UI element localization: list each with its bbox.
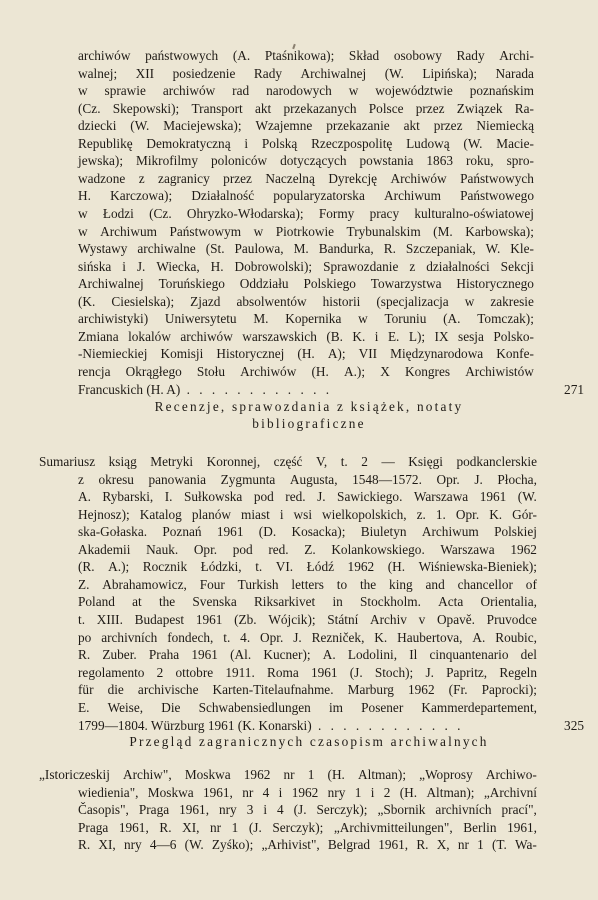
entry-text: Francuskich (H. A): [78, 381, 181, 397]
page-number: 325: [564, 717, 584, 733]
text-line: sińska i J. Wiecka, H. Dobrowolski); Sprawozdanie z działalności Sekcji: [78, 258, 534, 274]
text-line: archiwów państwowych (A. Ptaśnikowa); Skład osobowy Rady Archi-: [78, 48, 534, 63]
text-line: Wystawy archiwalne (St. Paulowa, M. Bandurka, R. Szczepaniak, W. Kle-: [78, 241, 534, 257]
text-line: archiwistyki) Uniwersytetu M. Kopernika w Toruniu (A. Tomczak);: [78, 311, 534, 327]
text-line: walnej; XII posiedzenie Rady Archiwalnej (W. Lipińska); Narada: [78, 65, 534, 81]
section-heading: Przegląd zagranicznych czasopism archiwalnych: [129, 734, 489, 749]
text-line: Zmiana lokalów archiwów warszawskich (B. K. i E. L); IX sesja Polsko-: [78, 328, 534, 344]
text-line: regolamento 2 ottobre 1911. Roma 1961 (J. Stoch); J. Papritz, Regeln: [78, 664, 537, 680]
page-number: 271: [564, 381, 584, 397]
leader-dots: . . . . . . . . . . . .: [180, 381, 333, 397]
text-line: Časopis", Praga 1961, nry 3 i 4 (J. Serczyk); „Sbornik archivních prací",: [78, 802, 537, 818]
text-line: dziecki (W. Maciejewska); Wzajemne przekazanie akt przez Niemiecką: [78, 118, 534, 134]
text-line: Hejnosz); Katalog planów miast i wsi wielkopolskich, z. 1. Opr. K. Gór-: [78, 506, 537, 522]
section-heading-cont: bibliograficzne: [252, 416, 366, 431]
text-line: Poland at the Svenska Riksarkivet in Stockholm. Acta Orientalia,: [78, 594, 537, 610]
entry-last-line: [78, 717, 463, 734]
text-line: -Niemieckiej Komisji Historycznej (H. A); VII Międzynarodowa Konfe-: [78, 346, 534, 362]
text-line: wiedienia", Moskwa 1961, nr 4 i 1962 nry 1 i 2 (H. Altman); „Archivní: [78, 784, 537, 800]
text-line: po archivních fondech, t. 4. Opr. J. Rezniček, K. Haubertova, A. Roubic,: [78, 629, 537, 645]
text-line: w Łodzi (Cz. Ohryzko-Włodarska); Formy pracy kulturalno-oświatowej: [78, 205, 534, 221]
entry-last-line: [78, 381, 332, 398]
text-line: Republikę Demokratyczną i Polską Rzeczpospolitę Ludową (W. Macie-: [78, 135, 534, 151]
leader-dots: . . . . . . . . . . . .: [311, 717, 464, 733]
text-line: Praga 1961, R. XI, nr 1 (J. Serczyk); „Archivmitteilungen", Berlin 1961,: [78, 819, 537, 835]
text-line: „Istoriczeskij Archiw", Moskwa 1962 nr 1 (H. Altman); „Woprosy Archiwo-: [39, 767, 537, 782]
text-line: Akademii Nauk. Opr. pod red. Z. Kolankowskiego. Warszawa 1962: [78, 541, 537, 557]
text-line: wadzone z zagranicy przez Naczelną Dyrekcję Archiwów Państwowych: [78, 170, 534, 186]
text-line: R. Zuber. Praha 1961 (Al. Kucner); A. Lodolini, Il cinquantenario del: [78, 647, 537, 663]
section-heading: Recenzje, sprawozdania z książek, notaty: [154, 399, 464, 414]
text-line: (K. Ciesielska); Zjazd absolwentów historii (specjalizacja w zakresie: [78, 293, 534, 309]
text-line: rencja Okrągłego Stołu Archiwów (H. A.); X Kongres Archiwistów: [78, 363, 534, 379]
text-line: z okresu panowania Zygmunta Augusta, 1548—1572. Opr. J. Płocha,: [78, 471, 537, 487]
text-line: Archiwalnej Toruńskiego Oddziału Polskiego Towarzystwa Historycznego: [78, 276, 534, 292]
text-line: H. Karczowa); Działalność popularyzatorska Archiwum Państwowego: [78, 188, 534, 204]
text-line: (R. A.); Rocznik Łódzki, t. VI. Łódź 1962 (H. Wiśniewska-Bieniek);: [78, 559, 537, 575]
text-line: R. XI, nry 4—6 (W. Zyśko); „Arhivist", Belgrad 1961, R. X, nr 1 (T. Wa-: [78, 837, 537, 853]
text-line: w sprawie archiwów rad narodowych w województwie poznańskim: [78, 83, 534, 99]
text-line: t. XIII. Budapest 1961 (Zb. Wójcik); Státní Archiv v Opavě. Pruvodce: [78, 611, 537, 627]
text-line: E. Weise, Die Schwabensiedlungen im Posener Kammerdepartement,: [78, 699, 537, 715]
text-line: Z. Abrahamowicz, Four Turkish letters to the king and chancellor of: [78, 576, 537, 592]
text-line: für die archivische Karten-Titelaufnahme. Marburg 1962 (Fr. Paprocki);: [78, 682, 537, 698]
entry-text: 1799—1804. Würzburg 1961 (K. Konarski): [78, 717, 312, 733]
text-line: (Cz. Skepowski); Transport akt przekazanych Polsce przez Związek Ra-: [78, 100, 534, 116]
text-line: Sumariusz ksiąg Metryki Koronnej, część V, t. 2 — Księgi podkanclerskie: [39, 454, 537, 469]
text-line: A. Rybarski, I. Sułkowska pod red. J. Sawickiego. Warszawa 1961 (W.: [78, 489, 537, 505]
text-line: w Archiwum Państwowym w Piotrkowie Trybunalskim (M. Karbowska);: [78, 223, 534, 239]
text-line: ska-Gołaska. Poznań 1961 (D. Kosacka); Biuletyn Archiwum Polskiej: [78, 524, 537, 540]
text-line: jewska); Mikrofilmy poloniców dotyczących powstania 1863 roku, spro-: [78, 153, 534, 169]
